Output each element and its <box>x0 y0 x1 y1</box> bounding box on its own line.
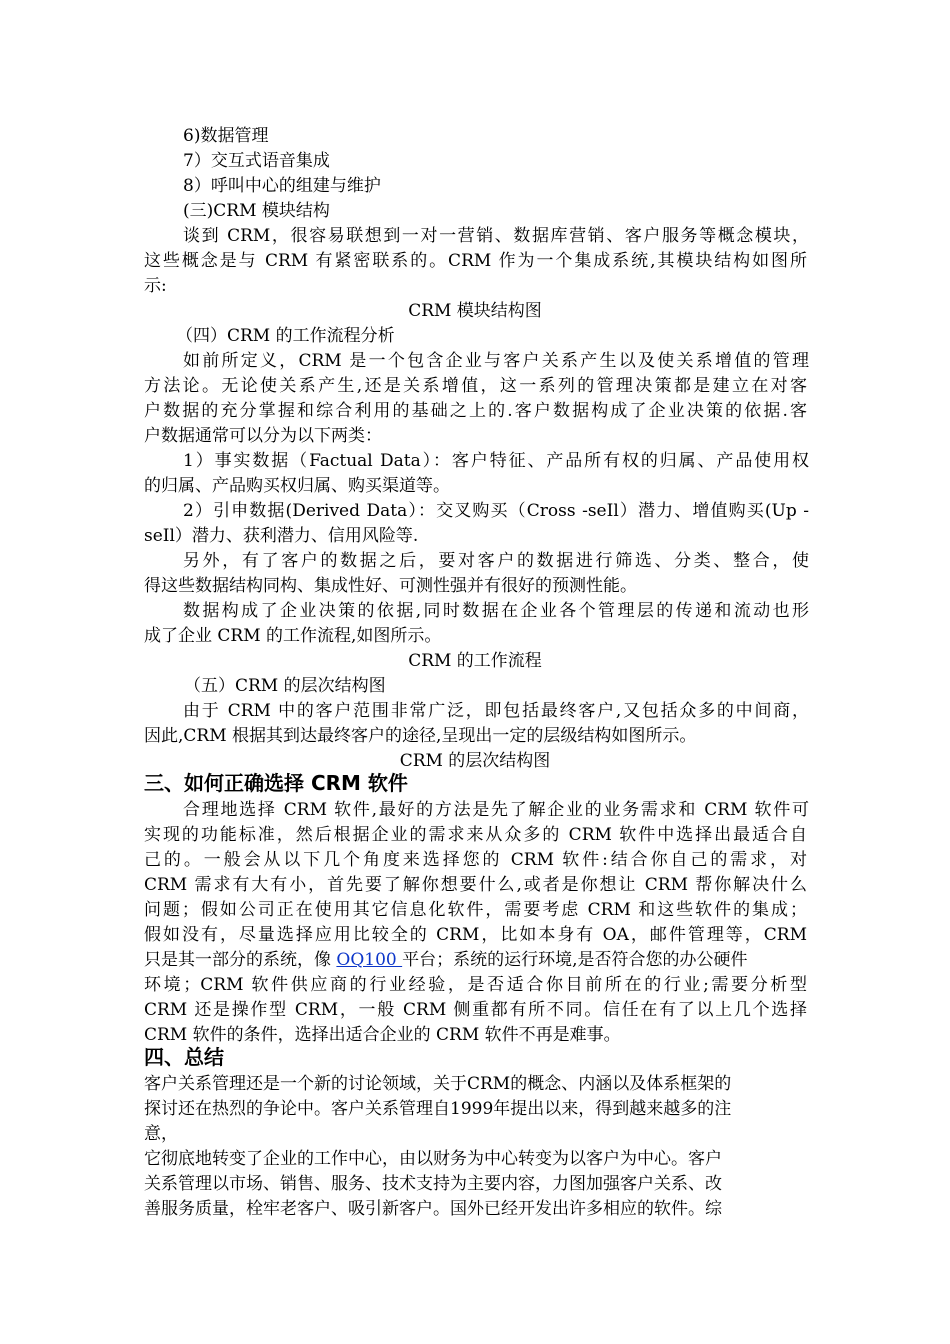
section-heading-choose-crm: 三、如何正确选择 CRM 软件 <box>144 771 408 795</box>
paragraph-line: 的归属、产品购买权归属、购买渠道等。 <box>144 476 450 496</box>
list-item-call-center: 8）呼叫中心的组建与维护 <box>183 176 381 196</box>
figure-caption-workflow: CRM 的工作流程 <box>408 651 542 671</box>
paragraph-text: 只是其一部分的系统，像 <box>144 950 337 970</box>
paragraph-line: 意， <box>144 1124 178 1144</box>
paragraph-line: 因此,CRM 根据其到达最终客户的途径,呈现出一定的层级结构如图所示。 <box>144 726 697 746</box>
paragraph-line: 己的。一般会从以下几个角度来选择您的 CRM 软件:结合你自己的需求，对 <box>144 850 807 870</box>
paragraph-text: 平台；系统的运行环境,是否符合您的办公硬件 <box>402 950 748 970</box>
paragraph-line: 得这些数据结构同构、集成性好、可测性强并有很好的预测性能。 <box>144 576 637 596</box>
paragraph-line: 关系管理以市场、销售、服务、技术支持为主要内容，力图加强客户关系、改 <box>144 1174 722 1194</box>
paragraph-line: 实现的功能标准，然后根据企业的需求来从众多的 CRM 软件中选择出最适合自 <box>144 825 807 845</box>
paragraph-line: 探讨还在热烈的争论中。客户关系管理自1999年提出以来，得到越来越多的注 <box>144 1099 732 1119</box>
section-heading-summary: 四、总结 <box>144 1045 224 1069</box>
paragraph-line: 它彻底地转变了企业的工作中心，由以财务为中心转变为以客户为中心。客户 <box>144 1149 722 1169</box>
paragraph-line: 成了企业 CRM 的工作流程,如图所示。 <box>144 626 442 646</box>
paragraph-line: CRM 软件的条件，选择出适合企业的 CRM 软件不再是难事。 <box>144 1025 621 1045</box>
paragraph-line: 问题；假如公司正在使用其它信息化软件，需要考虑 CRM 和这些软件的集成； <box>144 900 807 920</box>
list-item-data-management: 6)数据管理 <box>183 126 269 146</box>
subheading-workflow: （四）CRM 的工作流程分析 <box>176 326 395 346</box>
paragraph-line: 环境；CRM 软件供应商的行业经验，是否适合你目前所在的行业;需要分析型 <box>144 975 807 995</box>
paragraph-line: seIl）潜力、获利潜力、信用风险等. <box>144 526 419 546</box>
paragraph-line: 方法论。无论使关系产生,还是关系增值，这一系列的管理决策都是建立在对客 <box>144 376 807 396</box>
figure-caption-hierarchy: CRM 的层次结构图 <box>399 751 551 771</box>
paragraph-line: 善服务质量，栓牢老客户、吸引新客户。国外已经开发出许多相应的软件。综 <box>144 1199 722 1219</box>
paragraph-line: 户数据通常可以分为以下两类： <box>144 426 382 446</box>
paragraph-line: 客户关系管理还是一个新的讨论领域，关于CRM的概念、内涵以及体系框架的 <box>144 1074 732 1094</box>
paragraph-line: 谈到 CRM，很容易联想到一对一营销、数据库营销、客户服务等概念模块， <box>183 226 809 246</box>
paragraph-line: 合理地选择 CRM 软件,最好的方法是先了解企业的业务需求和 CRM 软件可 <box>183 800 809 820</box>
paragraph-line: 2）引申数据(Derived Data）：交叉购买（Cross -seIl）潜力、增值购买(Up - <box>183 501 809 521</box>
paragraph-line: 如前所定义，CRM 是一个包含企业与客户关系产生以及使关系增值的管理 <box>183 351 809 371</box>
paragraph-line: CRM 还是操作型 CRM，一般 CRM 侧重都有所不同。信任在有了以上几个选择 <box>144 1000 807 1020</box>
subheading-hierarchy: （五）CRM 的层次结构图 <box>184 676 386 696</box>
oq100-link[interactable]: OQ100 <box>336 950 403 970</box>
paragraph-line: 另外，有了客户的数据之后，要对客户的数据进行筛选、分类、整合，使 <box>183 551 809 571</box>
paragraph-line: 假如没有，尽量选择应用比较全的 CRM，比如本身有 OA，邮件管理等，CRM <box>144 925 807 945</box>
paragraph-line: CRM 需求有大有小，首先要了解你想要什么,或者是你想让 CRM 帮你解决什么 <box>144 875 807 895</box>
paragraph-line: 1）事实数据（Factual Data）：客户特征、产品所有权的归属、产品使用权 <box>183 451 809 471</box>
subheading-module-structure: (三)CRM 模块结构 <box>183 201 330 221</box>
figure-caption-module: CRM 模块结构图 <box>408 301 542 321</box>
paragraph-line: 由于 CRM 中的客户范围非常广泛，即包括最终客户,又包括众多的中间商， <box>183 701 809 721</box>
paragraph-line: 这些概念是与 CRM 有紧密联系的。CRM 作为一个集成系统,其模块结构如图所 <box>144 251 807 271</box>
paragraph-line: 示: <box>144 276 167 296</box>
paragraph-line-with-link <box>144 948 748 973</box>
list-item-ivr: 7）交互式语音集成 <box>183 151 330 171</box>
paragraph-line: 数据构成了企业决策的依据,同时数据在企业各个管理层的传递和流动也形 <box>183 601 809 621</box>
paragraph-line: 户数据的充分掌握和综合利用的基础之上的.客户数据构成了企业决策的依据.客 <box>144 401 807 421</box>
